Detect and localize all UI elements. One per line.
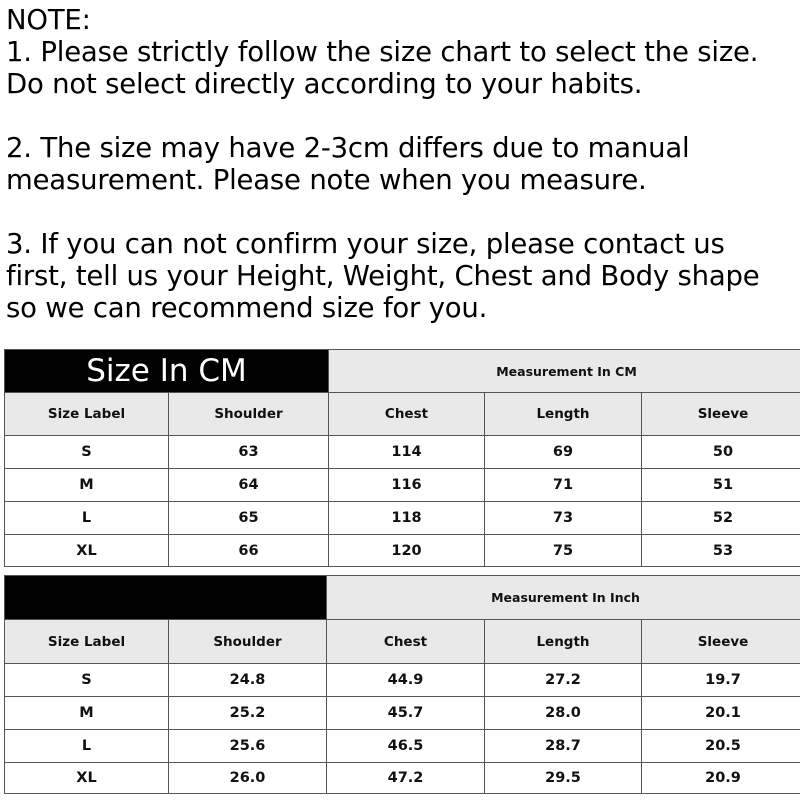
table-row	[5, 535, 800, 567]
table-banner-row	[5, 576, 800, 620]
table-row	[5, 436, 800, 469]
table-cell: 26.0	[169, 763, 327, 794]
table-header-row	[5, 620, 800, 664]
table-cell: 66	[169, 535, 329, 567]
table-cell: 28.0	[485, 697, 642, 730]
note-block	[6, 4, 796, 324]
size-table-cm	[4, 349, 800, 567]
column-header: Chest	[329, 393, 485, 436]
table-cell: 71	[485, 469, 642, 502]
column-header: Shoulder	[169, 620, 327, 664]
column-header: Length	[485, 620, 642, 664]
size-table-inch	[4, 575, 800, 794]
spacer	[6, 100, 796, 132]
table-title-cell	[5, 576, 327, 620]
table-banner-row	[5, 350, 800, 393]
table-row	[5, 697, 800, 730]
table-cell: 65	[169, 502, 329, 535]
table-row	[5, 664, 800, 697]
note-point-3-line-2: first, tell us your Height, Weight, Chest and Body shape	[6, 260, 760, 292]
table-cell: 64	[169, 469, 329, 502]
table-cell: S	[5, 436, 169, 469]
table-title-cell	[5, 350, 329, 393]
table-row	[5, 502, 800, 535]
table-cell: 20.1	[642, 697, 800, 730]
column-header: Size Label	[5, 393, 169, 436]
table-cell: 45.7	[327, 697, 485, 730]
column-header: Shoulder	[169, 393, 329, 436]
note-point-1-line-2: Do not select directly according to your habits.	[6, 68, 643, 100]
table-cell: 20.9	[642, 763, 800, 794]
column-header: Sleeve	[642, 393, 800, 436]
table-cell: 69	[485, 436, 642, 469]
table-row	[5, 763, 800, 794]
table-cell: 52	[642, 502, 800, 535]
table-cell: 46.5	[327, 730, 485, 763]
table-cell: 25.2	[169, 697, 327, 730]
measurement-banner: Measurement In CM	[329, 350, 800, 393]
note-point-2-line-2: measurement. Please note when you measure.	[6, 164, 647, 196]
table-cell: 47.2	[327, 763, 485, 794]
table-cell: 19.7	[642, 664, 800, 697]
table-cell: XL	[5, 535, 169, 567]
table-cell: 53	[642, 535, 800, 567]
table-cell: L	[5, 730, 169, 763]
table-cell: XL	[5, 763, 169, 794]
note-point-3-line-1: 3. If you can not confirm your size, please contact us	[6, 228, 725, 260]
table-cell: L	[5, 502, 169, 535]
table-row	[5, 730, 800, 763]
table-cell: 27.2	[485, 664, 642, 697]
note-point-3-line-3: so we can recommend size for you.	[6, 292, 488, 324]
table-cell: 24.8	[169, 664, 327, 697]
table-cell: 50	[642, 436, 800, 469]
table-cell: 75	[485, 535, 642, 567]
table-cell: 29.5	[485, 763, 642, 794]
table-cell: 25.6	[169, 730, 327, 763]
column-header: Size Label	[5, 620, 169, 664]
table-header-row	[5, 393, 800, 436]
table-cell: M	[5, 469, 169, 502]
measurement-banner: Measurement In Inch	[327, 576, 800, 620]
table-title: Size In CM	[86, 353, 247, 389]
table-cell: 120	[329, 535, 485, 567]
table-cell: 118	[329, 502, 485, 535]
note-point-2-line-1: 2. The size may have 2-3cm differs due to manual	[6, 132, 690, 164]
table-cell: 51	[642, 469, 800, 502]
table-cell: S	[5, 664, 169, 697]
column-header: Length	[485, 393, 642, 436]
column-header: Sleeve	[642, 620, 800, 664]
table-cell: 73	[485, 502, 642, 535]
table-cell: M	[5, 697, 169, 730]
table-cell: 44.9	[327, 664, 485, 697]
note-point-1-line-1: 1. Please strictly follow the size chart to select the size.	[6, 36, 759, 68]
spacer	[6, 196, 796, 228]
table-cell: 28.7	[485, 730, 642, 763]
note-title: NOTE:	[6, 4, 91, 36]
column-header: Chest	[327, 620, 485, 664]
table-cell: 20.5	[642, 730, 800, 763]
table-cell: 116	[329, 469, 485, 502]
table-row	[5, 469, 800, 502]
table-cell: 114	[329, 436, 485, 469]
table-cell: 63	[169, 436, 329, 469]
